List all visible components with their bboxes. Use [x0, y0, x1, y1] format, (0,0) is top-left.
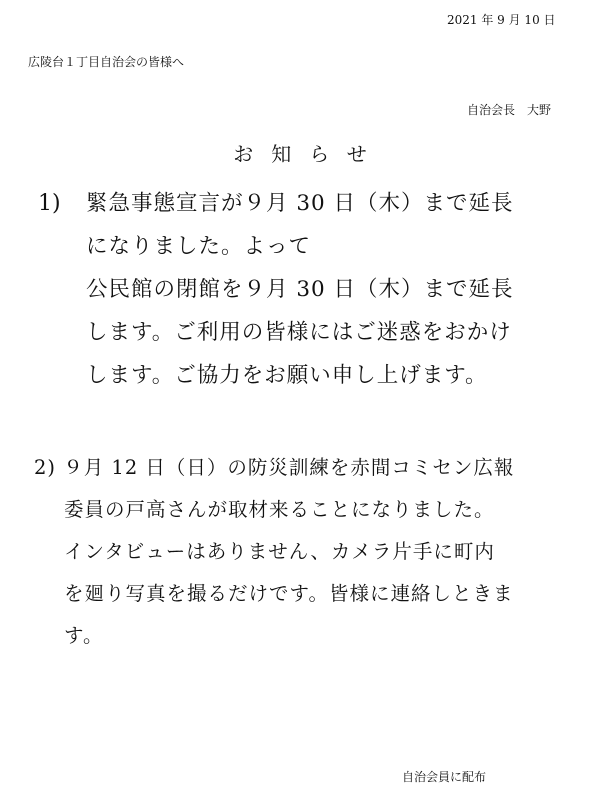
item-1-line: します。ご協力をお願い申し上げます。 [86, 363, 488, 388]
addressee: 広陵台１丁目自治会の皆様へ [28, 55, 185, 69]
item-1-marker: 1) [38, 191, 61, 216]
item-2-line: 委員の戸高さんが取材来ることになりました。 [64, 498, 495, 521]
item-1-line: になりました。よって [86, 234, 312, 259]
item-2-line: を廻り写真を撮るだけです。皆様に連絡しときま [64, 582, 514, 605]
item-1-line: します。ご利用の皆様にはご迷惑をおかけ [86, 320, 512, 345]
item-2-line: インタビューはありません、カメラ片手に町内 [64, 540, 495, 563]
sender: 自治会長 大野 [467, 103, 552, 117]
item-1-line: 公民館の閉館を９月 30 日（木）まで延長 [86, 277, 514, 302]
item-2-line: す。 [64, 624, 104, 647]
notice-date: 2021 年 9 月 10 日 [447, 13, 556, 27]
item-1-line: 緊急事態宣言が９月 30 日（木）まで延長 [86, 191, 514, 216]
distribution-note: 自治会員に配布 [402, 770, 487, 784]
item-2-line: 2) ９月 12 日（日）の防災訓練を赤間コミセン広報 [34, 456, 515, 479]
notice-title: お知らせ [233, 142, 385, 166]
